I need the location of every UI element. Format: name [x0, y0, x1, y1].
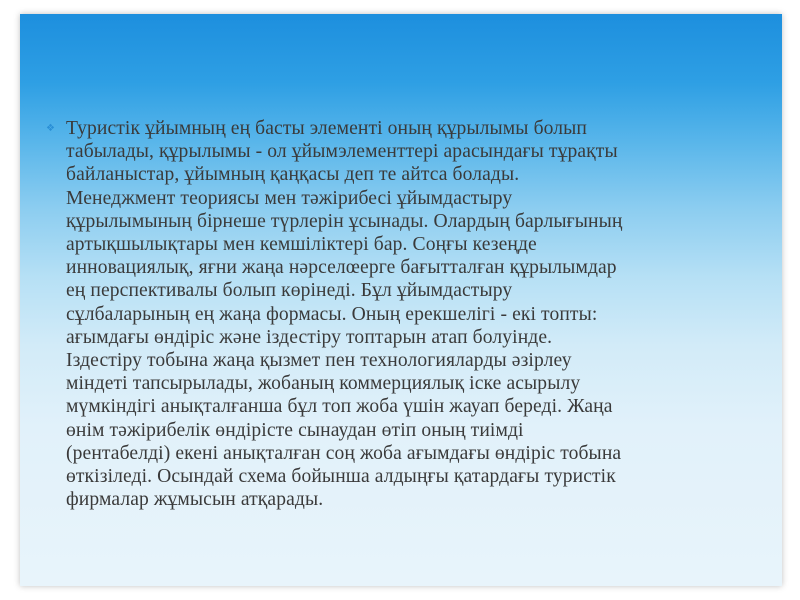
bullet-icon: ❖: [46, 123, 55, 134]
slide: [20, 14, 782, 586]
slide-body-text: Туристік ұйымның ең басты элементі оның құрылымы болып табылады, құрылымы - ол ұйымэлементтері арасындағы тұрақты байланыстар, ұйымның қаңқасы деп те айтса болады. Менеджмент теориясы мен тәжірибесі ұйымдастыру құрылымының бірнеше түрлерін ұсынады. Олардың барлығының артықшылықтары мен кемшіліктері бар. Соңғы кезеңде инновациялық, яғни жаңа нәрселœерге бағытталған құрылымдар ең перспективалы болып көрінеді. Бұл ұйымдастыру сұлбаларының ең жаңа формасы. Оның ерекшелігі - екі топты: ағымдағы өндіріс және іздестіру топтарын атап болуінде. Іздестіру тобына жаңа қызмет пен технологияларды әзірлеу міндеті тапсырылады, жобаның коммерциялық іске асырылу мүмкіндігі анықталғанша бұл топ жоба үшін жауап береді. Жаңа өнім тәжірибелік өндірісте сынаудан өтіп оның тиімді (рентабелді) екені анықталған соң жоба ағымдағы өндіріс тобына өткізіледі. Осындай схема бойынша алдыңғы қатардағы туристік фирмалар жұмысын атқарады.: [66, 118, 623, 511]
